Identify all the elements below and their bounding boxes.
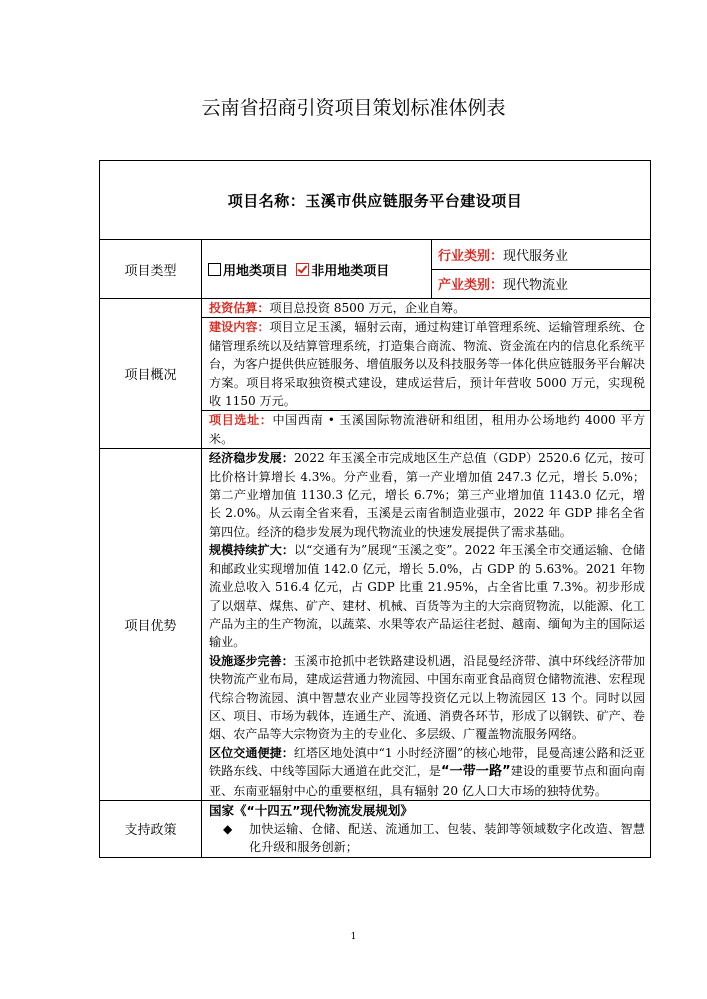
policy-title: 国家《“十四五”现代物流发展规划》 [209,802,413,818]
diamond-bullet-icon: ◆ [223,821,233,836]
industry-value: 现代服务业 [503,248,569,264]
advantage-text: 2022 年玉溪全市完成地区生产总值（GDP）2520.6 亿元，按可比价格计算增长 4.3%。分产业看，第一产业增加值 247.3 亿元，增长 5.0%；第二产业增加值 1130.3 亿元，增长 6.7%；第三产业增加值 1143.0 亿元，增长 2.0%。从云南全省来看，玉溪是云南省制造业强市，2022 年 GDP 排名全省第四位。经济的稳步发展为现代物流业的快速发展提供了需求基础。 [209,451,646,539]
advantage-heading: 区位交通便捷： [209,745,294,760]
advantage-economy [209,449,645,541]
option-land: 用地类项目 [223,263,289,279]
advantages-label: 项目优势 [100,449,202,801]
sector-category [432,269,651,299]
construction-text: 项目立足玉溪，辐射云南，通过构建订单管理系统、运输管理系统、仓储管理系统以及结算管理系统，打造集合商流、物流、资金流在内的信息化系统平台，为客户提供供应链服务、增值服务以及科技服务等一体化供应链服务平台解决方案。项目将采取独资模式建设，建成运营后，预计年营收 5000 万元，实现税收 1150 万元。 [209,320,646,409]
construction-label: 建设内容： [209,320,270,335]
sector-label: 产业类别： [438,278,504,294]
option-nonland: 非用地类项目 [311,263,390,279]
industry-category [432,240,651,270]
investment-text: 项目总投资 8500 万元，企业自筹。 [269,301,466,315]
advantages-cell [202,449,651,801]
advantage-facilities [209,652,645,744]
site-cell [202,411,651,449]
industry-label: 行业类别： [438,248,504,264]
advantage-text: 玉溪市抢抓中老铁路建设机遇，沿昆曼经济带、滇中环线经济带加快物流产业布局，建成运营通力物流园、中国东南亚食品商贸仓储物流港、宏程现代综合物流园、滇中智慧农业产业园等投资亿元以上物流园区 13 个。同时以园区、项目、市场为载体，连通生产、流通、消费各环节，形成了以钢铁、矿产、卷烟、农产品等大宗物资为主的专业化、多层级、广覆盖物流服务网络。 [209,653,646,742]
advantage-text-after: 建设的重要节点和面向南亚、东南亚辐射中心的重要枢纽，具有辐射 20 亿人口大市场的独特优势。 [209,764,645,798]
advantage-heading: 设施逐步完善： [209,653,294,668]
unchecked-box-icon [208,263,221,276]
policy-label: 支持政策 [100,800,202,857]
project-name-cell [100,161,651,240]
advantage-heading: 规模持续扩大： [209,543,295,558]
checked-box-icon [296,263,309,276]
investment-cell [202,299,651,318]
advantage-scale [209,541,645,651]
project-name: 项目名称：玉溪市供应链服务平台建设项目 [227,191,523,210]
project-type-label: 项目类型 [100,240,202,299]
policy-bullet-item [209,820,645,857]
policy-bullet-text: 加快运输、仓储、配送、流通加工、包装、装卸等领域数字化改造、智慧化升级和服务创新； [249,821,646,855]
advantage-text: 以“交通有为”展现“玉溪之变”。2022 年玉溪全市交通运输、仓储和邮政业实现增加值 142.0 亿元，增长 5.0%，占 GDP 的 5.63%。2021 年物流业总收入 516.4 亿元，占 GDP 比重 21.95%，占全省比重 7.3%。初步形成了以烟草、煤焦、矿产、建材、机械、百货等为主的大宗商贸物流，以能源、化工产品为主的生产物流，以蔬菜、水果等农产品运往老挝、越南、缅甸为主的国际运输业。 [209,543,646,650]
project-table [99,160,651,858]
page-number: 1 [350,932,357,942]
construction-cell [202,318,651,411]
project-type-options [202,240,432,299]
site-text: 中国西南 • 玉溪国际物流港研和组团，租用办公场地约 4000 平方米。 [209,413,645,446]
site-label: 项目选址： [209,413,273,428]
document-title: 云南省招商引资项目策划标准体例表 [201,97,506,119]
advantage-location [209,744,645,800]
advantage-text: 红塔区地处滇中“1 小时经济圈”的核心地带，昆曼高速公路和泛亚铁路东线、中线等国际大通道在此交汇，是 [209,745,646,779]
investment-label: 投资估算： [209,301,270,315]
belt-and-road-highlight: “一带一路” [441,764,511,780]
policy-cell [202,800,651,857]
sector-value: 现代物流业 [503,278,569,294]
advantage-heading: 经济稳步发展： [209,451,294,466]
overview-label: 项目概况 [100,299,202,449]
